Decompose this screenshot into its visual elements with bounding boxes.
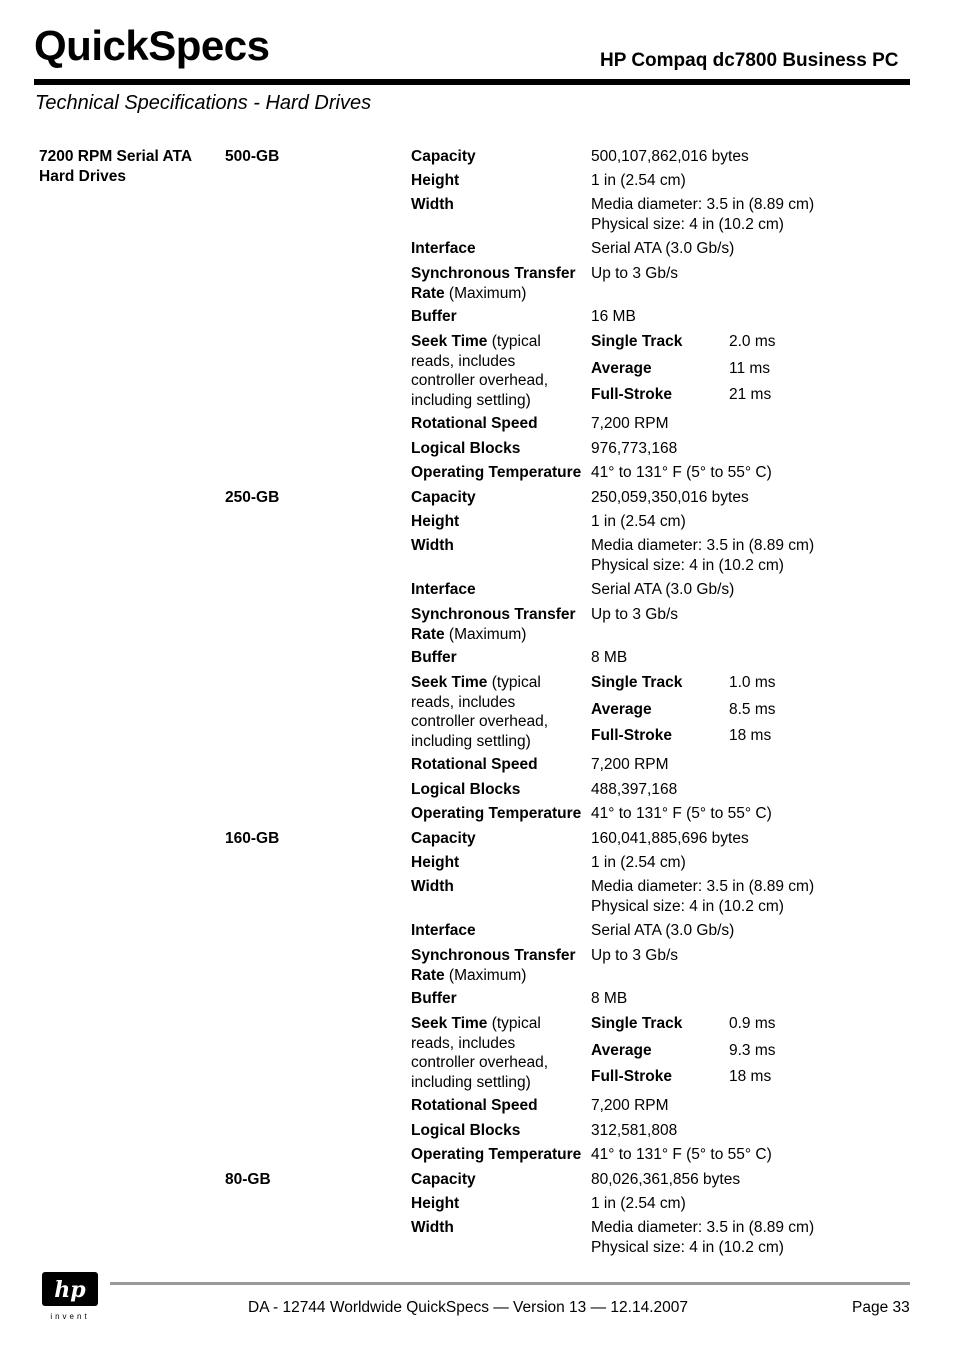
label-height: Height [411, 854, 460, 871]
label-seek-time [411, 1014, 548, 1092]
label-logical-blocks: Logical Blocks [411, 1122, 521, 1139]
value-capacity: 500,107,862,016 bytes [591, 148, 749, 165]
value-capacity: 80,026,361,856 bytes [591, 1171, 741, 1188]
value-interface: Serial ATA (3.0 Gb/s) [591, 922, 735, 939]
value-operating-temperature: 41° to 131° F (5° to 55° C) [591, 1146, 772, 1163]
value-sync-rate: Up to 3 Gb/s [591, 606, 679, 623]
value-interface: Serial ATA (3.0 Gb/s) [591, 581, 735, 598]
label-single-track: Single Track [591, 1015, 683, 1032]
label-width: Width [411, 878, 454, 895]
value-logical-blocks: 976,773,168 [591, 440, 678, 457]
value-height: 1 in (2.54 cm) [591, 854, 686, 871]
label-width: Width [411, 537, 454, 554]
page-subtitle: Technical Specifications - Hard Drives [35, 92, 372, 114]
drive-name: 250-GB [225, 489, 280, 506]
value-single-track: 2.0 ms [729, 333, 776, 350]
label-buffer: Buffer [411, 649, 457, 666]
label-width: Width [411, 1219, 454, 1236]
label-interface: Interface [411, 922, 476, 939]
label-rotational-speed: Rotational Speed [411, 1097, 538, 1114]
value-rotational-speed: 7,200 RPM [591, 1097, 669, 1114]
label-sync-rate-bold: Synchronous Transfer Rate [411, 947, 576, 984]
value-average: 9.3 ms [729, 1042, 776, 1059]
label-seek-time-extra: reads, includes controller overhead, including settling) [411, 1034, 548, 1091]
label-seek-time-bold: Seek Time [411, 333, 488, 350]
label-seek-time-extra: reads, includes controller overhead, including settling) [411, 352, 548, 409]
label-logical-blocks: Logical Blocks [411, 440, 521, 457]
value-full-stroke: 21 ms [729, 386, 772, 403]
label-sync-rate-bold: Synchronous Transfer Rate [411, 606, 576, 643]
label-operating-temperature: Operating Temperature [411, 464, 582, 481]
label-average: Average [591, 360, 652, 377]
value-height: 1 in (2.54 cm) [591, 513, 686, 530]
value-width: Media diameter: 3.5 in (8.89 cm) Physical size: 4 in (10.2 cm) [591, 196, 815, 233]
label-seek-time-bold: Seek Time [411, 1015, 488, 1032]
label-capacity: Capacity [411, 1171, 476, 1188]
page-number: Page 33 [852, 1299, 910, 1316]
value-rotational-speed: 7,200 RPM [591, 756, 669, 773]
drive-name: 80-GB [225, 1171, 271, 1188]
label-capacity: Capacity [411, 489, 476, 506]
label-single-track: Single Track [591, 674, 683, 691]
label-seek-time-rest: (typical [487, 674, 541, 691]
label-average: Average [591, 701, 652, 718]
product-title: HP Compaq dc7800 Business PC [600, 50, 899, 71]
value-buffer: 8 MB [591, 649, 628, 666]
label-sync-rate-rest: (Maximum) [444, 966, 527, 984]
drive-name: 160-GB [225, 830, 280, 847]
label-full-stroke: Full-Stroke [591, 727, 672, 744]
label-sync-rate-rest: (Maximum) [444, 625, 527, 643]
label-rotational-speed: Rotational Speed [411, 756, 538, 773]
label-height: Height [411, 1195, 460, 1212]
brand-title: QuickSpecs [34, 22, 270, 69]
label-sync-rate [411, 264, 576, 303]
label-rotational-speed: Rotational Speed [411, 415, 538, 432]
label-interface: Interface [411, 240, 476, 257]
value-interface: Serial ATA (3.0 Gb/s) [591, 240, 735, 257]
value-rotational-speed: 7,200 RPM [591, 415, 669, 432]
label-operating-temperature: Operating Temperature [411, 805, 582, 822]
label-seek-time-rest: (typical [487, 1015, 541, 1032]
footer-text: DA - 12744 Worldwide QuickSpecs — Version 13 — 12.14.2007 [248, 1299, 688, 1316]
header-rule [34, 79, 910, 85]
drive-name: 500-GB [225, 148, 280, 165]
label-full-stroke: Full-Stroke [591, 386, 672, 403]
label-full-stroke: Full-Stroke [591, 1068, 672, 1085]
category-label: 7200 RPM Serial ATA Hard Drives [39, 148, 193, 185]
label-seek-time-rest: (typical [487, 333, 541, 350]
label-width: Width [411, 196, 454, 213]
value-width: Media diameter: 3.5 in (8.89 cm) Physical size: 4 in (10.2 cm) [591, 537, 815, 574]
value-logical-blocks: 488,397,168 [591, 781, 678, 798]
label-seek-time-bold: Seek Time [411, 674, 488, 691]
label-operating-temperature: Operating Temperature [411, 1146, 582, 1163]
value-average: 11 ms [729, 360, 771, 377]
value-capacity: 160,041,885,696 bytes [591, 830, 749, 847]
label-capacity: Capacity [411, 148, 476, 165]
value-full-stroke: 18 ms [729, 727, 772, 744]
label-sync-rate-bold: Synchronous Transfer Rate [411, 265, 576, 302]
label-height: Height [411, 172, 460, 189]
label-average: Average [591, 1042, 652, 1059]
label-sync-rate-rest: (Maximum) [444, 284, 527, 302]
label-single-track: Single Track [591, 333, 683, 350]
value-logical-blocks: 312,581,808 [591, 1122, 678, 1139]
value-height: 1 in (2.54 cm) [591, 1195, 686, 1212]
logo-text: hp [54, 1277, 86, 1303]
hp-logo [40, 1270, 100, 1322]
label-logical-blocks: Logical Blocks [411, 781, 521, 798]
footer-rule [110, 1282, 910, 1285]
value-full-stroke: 18 ms [729, 1068, 772, 1085]
value-operating-temperature: 41° to 131° F (5° to 55° C) [591, 805, 772, 822]
label-sync-rate [411, 605, 576, 644]
label-height: Height [411, 513, 460, 530]
value-buffer: 8 MB [591, 990, 628, 1007]
value-sync-rate: Up to 3 Gb/s [591, 265, 679, 282]
value-single-track: 1.0 ms [729, 674, 776, 691]
logo-tagline: invent [50, 1312, 90, 1321]
label-seek-time [411, 673, 548, 751]
label-buffer: Buffer [411, 990, 457, 1007]
value-width: Media diameter: 3.5 in (8.89 cm) Physical size: 4 in (10.2 cm) [591, 1219, 815, 1256]
value-average: 8.5 ms [729, 701, 776, 718]
value-width: Media diameter: 3.5 in (8.89 cm) Physical size: 4 in (10.2 cm) [591, 878, 815, 915]
label-buffer: Buffer [411, 308, 457, 325]
product-title-clip [600, 50, 910, 80]
value-buffer: 16 MB [591, 308, 636, 325]
label-interface: Interface [411, 581, 476, 598]
label-capacity: Capacity [411, 830, 476, 847]
label-sync-rate [411, 946, 576, 985]
label-seek-time [411, 332, 548, 410]
label-seek-time-extra: reads, includes controller overhead, including settling) [411, 693, 548, 750]
value-sync-rate: Up to 3 Gb/s [591, 947, 679, 964]
value-height: 1 in (2.54 cm) [591, 172, 686, 189]
value-capacity: 250,059,350,016 bytes [591, 489, 749, 506]
value-single-track: 0.9 ms [729, 1015, 776, 1032]
value-operating-temperature: 41° to 131° F (5° to 55° C) [591, 464, 772, 481]
